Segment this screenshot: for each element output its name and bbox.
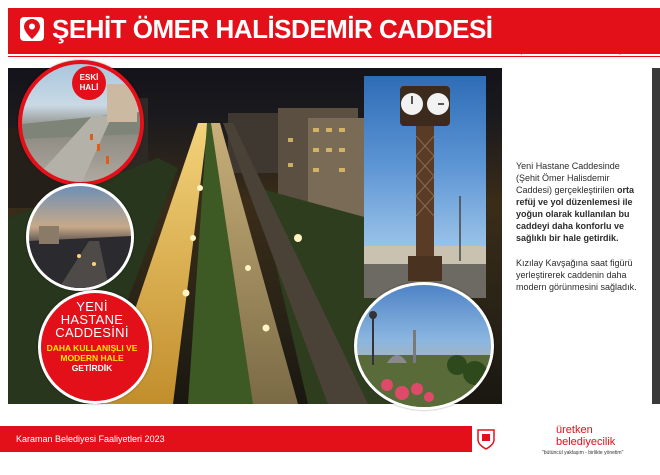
map-pin-icon (20, 17, 44, 41)
promo-text: YENİ HASTANE CADDESİNİ DAHA KULLANIŞLI VE MODERN HALE GETİRDİK (46, 299, 138, 373)
street-daytime-photo (354, 282, 494, 410)
clock-tower-photo (364, 76, 486, 298)
description-paragraph-1: Yeni Hastane Caddesinde (Şehit Ömer Halisdemir Caddesi) gerçekleştirilen orta refüj ve yol düzenlemesi ile yoğun olarak kullanılan bu caddeyi daha konforlu ve sağlıklı bir hale getirdik. (516, 161, 635, 243)
municipality-emblem-icon (476, 428, 496, 450)
footer-caption: Karaman Belediyesi Faaliyetleri 2023 (16, 434, 165, 444)
page-title: ŞEHİT ÖMER HALİSDEMİR CADDESİ (52, 14, 493, 44)
brand-wordmark-line1: üretken (556, 424, 593, 436)
road-evening-photo (26, 183, 134, 291)
page-header (0, 0, 660, 58)
old-state-badge: ESKİ HALİ (72, 66, 106, 100)
page-subtitle: (YENİ HASTANE CADDESİ) (519, 46, 622, 55)
brand-wordmark-line2: belediyecilik (556, 436, 616, 448)
edge-photo-strip (652, 68, 660, 404)
description-paragraph-2: Kızılay Kavşağına saat figürü yerleştirerek caddenin daha modern görünmesini sağladık. (516, 258, 637, 292)
brand-tagline: "bütüncül yaklaşım - birlikte yönetim" (542, 450, 624, 456)
header-divider (8, 56, 660, 57)
